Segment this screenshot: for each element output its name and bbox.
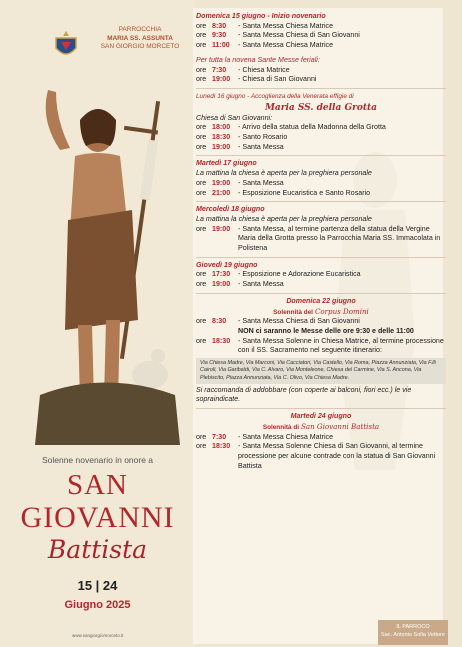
schedule-row — [196, 66, 446, 76]
event-dates: 15 | 24 — [77, 578, 118, 593]
ore-label: ore — [196, 336, 207, 345]
schedule-row — [196, 143, 446, 153]
schedule-row — [196, 133, 446, 143]
parish-priest-signature — [378, 620, 448, 645]
schedule-row — [196, 280, 446, 290]
schedule-row — [196, 123, 446, 133]
schedule-row — [196, 317, 446, 327]
ore-label: ore — [196, 133, 207, 142]
time: 21:00 — [212, 188, 231, 197]
section-heading: Lunedì 16 giugno - Accoglienza della Venerata effigie di — [196, 92, 354, 100]
time: 8:30 — [212, 21, 227, 30]
event-description: - Santa Messa — [238, 178, 284, 187]
event-month: Giugno 2025 — [64, 599, 131, 611]
time: 9:30 — [212, 31, 227, 40]
signature-name: Sac. Antonio Sofia Vettore — [381, 632, 445, 638]
event-description: - Santa Messa, al termine partenza della statua della Vergine Maria della Grotta presso la Parrocchia Maria SS. Immacolata in Polistena — [238, 224, 441, 253]
schedule-row — [196, 337, 446, 356]
time: 19:00 — [212, 224, 231, 233]
time: 19:00 — [212, 142, 231, 151]
ore-label: ore — [196, 317, 207, 326]
time: 19:00 — [212, 75, 231, 84]
time: 19:00 — [212, 178, 231, 187]
event-description: - Santa Messa Chiesa di San Giovanni — [238, 31, 360, 40]
event-description: - Santa Messa — [238, 280, 284, 289]
title-san: SAN — [66, 469, 128, 501]
title-battista: Battista — [47, 535, 148, 564]
event-description: - Chiesa di San Giovanni — [238, 75, 317, 84]
ore-label: ore — [196, 21, 207, 30]
time: 18:00 — [212, 123, 231, 132]
ore-label: ore — [196, 188, 207, 197]
section-heading: Giovedì 19 giugno — [196, 260, 258, 269]
ore-label: ore — [196, 65, 207, 74]
signature-title: IL PARROCO — [396, 624, 430, 630]
ore-label: ore — [196, 432, 207, 441]
event-description: - Esposizione Eucaristica e Santo Rosario — [238, 188, 371, 197]
schedule-row — [196, 22, 446, 32]
solemnity-name: Corpus Domini — [314, 306, 369, 316]
time: 18:30 — [212, 133, 231, 142]
schedule-row — [196, 225, 446, 254]
decoration-remark: Si raccomanda di addobbare (con coperte ai balconi, fiori ecc.) le vie sopraindicate. — [196, 385, 412, 404]
ore-label: ore — [196, 270, 207, 279]
schedule-row — [196, 41, 446, 51]
event-description: - Santa Messa Chiesa Matrice — [238, 41, 334, 50]
title-giovanni: GIOVANNI — [20, 501, 175, 534]
schedule-row — [196, 75, 446, 85]
time: 19:00 — [212, 280, 231, 289]
section-heading: Martedì 17 giugno — [196, 159, 257, 168]
novena-subtitle: Solenne novenario in onore a — [41, 455, 154, 465]
schedule-row — [196, 31, 446, 41]
time: 7:30 — [212, 432, 227, 441]
ore-label: ore — [196, 280, 207, 289]
time: 7:30 — [212, 65, 227, 74]
parish-line-1: PARROCCHIA — [118, 26, 162, 33]
time: 18:30 — [212, 442, 231, 451]
event-description: - Chiesa Matrice — [238, 65, 290, 74]
parish-line-2: MARIA SS. ASSUNTA — [107, 34, 173, 42]
section-subheading: Chiesa di San Giovanni: — [196, 113, 273, 122]
ore-label: ore — [196, 142, 207, 151]
time: 18:30 — [212, 336, 231, 345]
parish-crest-icon — [52, 30, 80, 60]
schedule-row — [196, 433, 446, 443]
parish-name — [84, 26, 196, 52]
event-description: - Santa Messa — [238, 142, 284, 151]
schedule-row — [196, 179, 446, 189]
ore-label: ore — [196, 41, 207, 50]
solemnity-name: San Giovanni Battista — [301, 421, 380, 431]
section-heading: Domenica 15 giugno - Inizio novenario — [196, 12, 326, 20]
event-description: - Santo Rosario — [238, 133, 288, 142]
procession-itinerary: Via Chiesa Madre, Via Marconi, Via Cacciatori, Via Castello, Via Roma, Piazza Annunziata, Via F.lli Cairoli, Via Garibaldi, Via C. Alvaro, Via Monteleone, Chiesa del Carmine, Via S. Ancona, Via Plebiscito, Piazza Annunziata, Via C. Olivo, Via Chiesa Madre. — [196, 358, 446, 384]
schedule-row — [196, 442, 446, 471]
event-description: - Esposizione e Adorazione Eucaristica — [238, 270, 361, 279]
ore-label: ore — [196, 31, 207, 40]
section-heading: Mercoledì 18 giugno — [196, 205, 265, 214]
section-subheading: La mattina la chiesa è aperta per la preghiera personale — [196, 214, 372, 223]
madonna-title: Maria SS. della Grotta — [264, 102, 378, 113]
event-description: - Arrivo della statua della Madonna della Grotta — [238, 123, 386, 132]
section-heading: Domenica 22 giugno — [286, 296, 356, 305]
time: 8:30 — [212, 317, 227, 326]
section-subheading: La mattina la chiesa è aperta per la preghiera personale — [196, 169, 372, 178]
ore-label: ore — [196, 123, 207, 132]
saint-john-statue-image — [20, 70, 190, 445]
event-description: - Santa Messa Chiesa di San Giovanni — [238, 317, 360, 326]
event-description: - Santa Messa Chiesa Matrice — [238, 21, 334, 30]
time: 11:00 — [212, 41, 230, 50]
schedule-row — [196, 189, 446, 199]
ore-label: ore — [196, 442, 207, 451]
event-description: - Santa Messa Solenne Chiesa di San Giovanni, al termine processione per alcune contrade con la statua di San Giovanni Battista — [238, 442, 436, 470]
solemnity-label: Solennità di — [262, 423, 300, 431]
schedule — [196, 12, 446, 471]
schedule-row — [196, 270, 446, 280]
ore-label: ore — [196, 75, 207, 84]
section-heading: Per tutta la novena Sante Messe feriali: — [196, 55, 320, 64]
solemnity-label: Solennità del — [273, 308, 313, 316]
parish-line-3: SAN GIORGIO MORCETO — [100, 43, 180, 50]
event-description: - Santa Messa Chiesa Matrice — [238, 432, 334, 441]
ore-label: ore — [196, 178, 207, 187]
notice: NON ci saranno le Messe delle ore 9:30 e delle 11:00 — [238, 326, 414, 335]
time: 17:30 — [212, 270, 231, 279]
section-heading: Martedì 24 giugno — [290, 412, 352, 421]
website-link[interactable]: www.sangiorgiomorceto.it — [72, 633, 124, 638]
event-description: - Santa Messa Solenne in Chiesa Matrice, al termine processione con il SS. Sacramento nel seguente itinerario: — [238, 336, 444, 355]
ore-label: ore — [196, 224, 207, 233]
